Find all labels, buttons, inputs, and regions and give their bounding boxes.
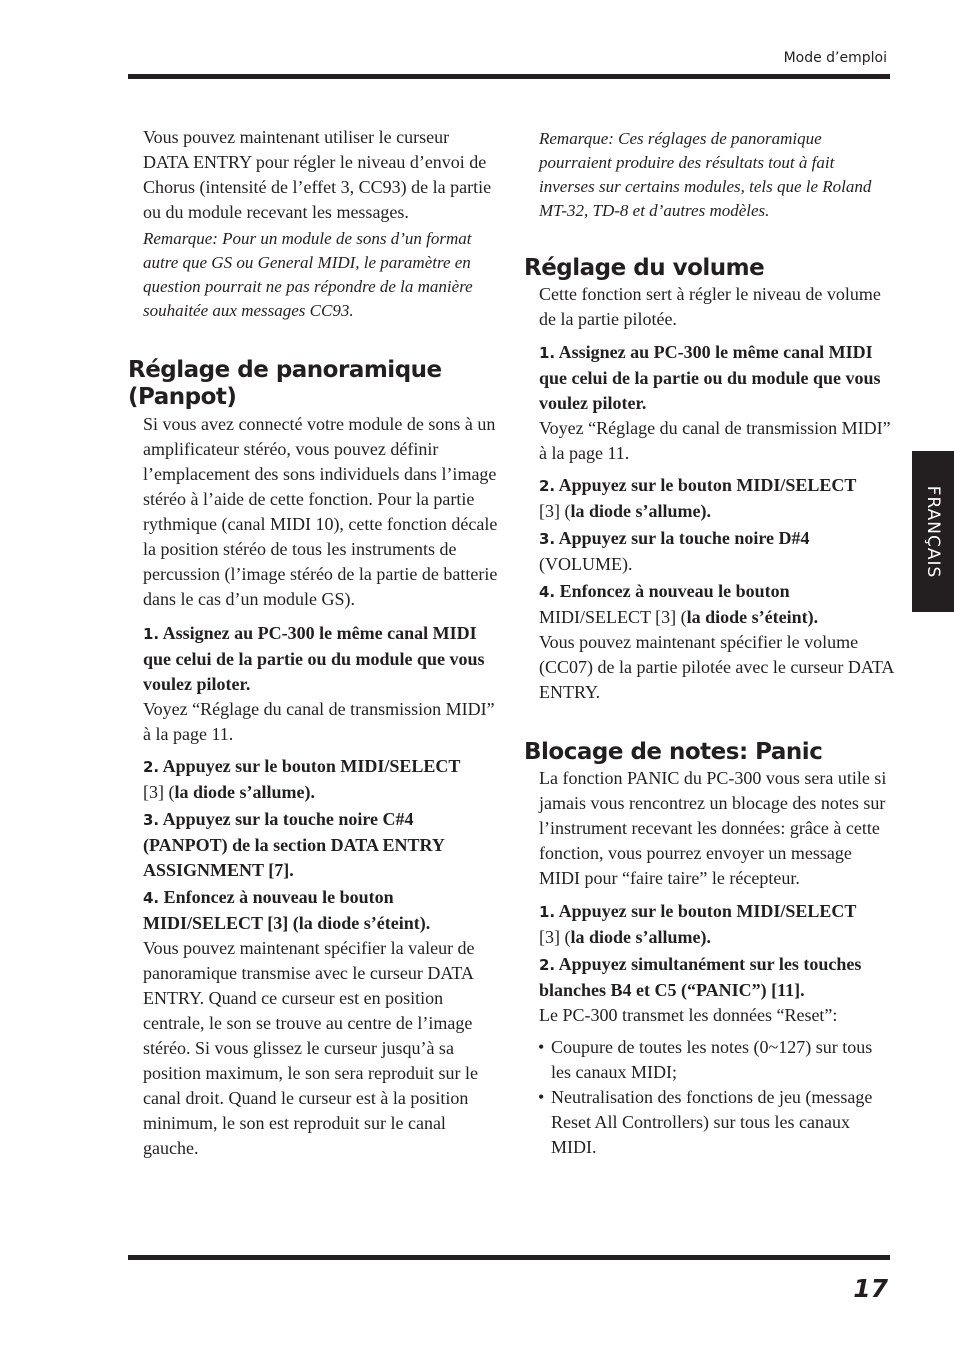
step-text: Appuyez sur le bouton MIDI/SELECT bbox=[558, 475, 857, 495]
step-text: Appuyez sur le bouton MIDI/SELECT bbox=[558, 901, 857, 921]
step-text-cont: MIDI/SELECT [3] ( bbox=[539, 607, 687, 627]
running-header: Mode d’emploi bbox=[783, 50, 887, 66]
step-note: Vous pouvez maintenant spécifier la valeur de panoramique transmise avec le curseur DATA ENTRY. Quand ce curseur est en position centrale, le son se trouve au centre de l’image stéréo. Si vous glissez le curseur jusqu’à sa position maximum, le son sera reproduit sur le canal droit. Quand le curseur est à la position minimum, le son est reproduit sur le canal gauche. bbox=[143, 938, 478, 1158]
panpot-step-3 bbox=[128, 807, 498, 883]
step-text-end: ). bbox=[807, 607, 819, 627]
step-text-end: ). bbox=[700, 927, 711, 947]
step-text: Assignez au PC-300 le même canal MIDI que celui de la partie ou du module que vous voulez piloter. bbox=[539, 342, 881, 413]
panic-step-1 bbox=[524, 899, 894, 950]
step-note: Voyez “Réglage du canal de transmission MIDI” à la page 11. bbox=[539, 418, 891, 463]
step-text-cont: [3] ( bbox=[539, 927, 571, 947]
step-text: Appuyez sur la touche noire D#4 bbox=[558, 528, 810, 548]
step-text: Enfoncez à nouveau le bouton bbox=[559, 581, 790, 601]
chorus-note: Remarque: Pour un module de sons d’un format autre que GS ou General MIDI, le paramètre en question pourrait ne pas répondre de la manière souhaitée aux messages CC93. bbox=[143, 229, 473, 320]
panpot-note: Remarque: Ces réglages de panoramique pourraient produire des résultats tout à fait inverses sur certains modules, tels que le Roland MT-32, TD-8 et d’autres modèles. bbox=[539, 129, 872, 220]
step-text-bold: la diode s’allume bbox=[570, 927, 701, 947]
step-text-cont: [3] ( bbox=[539, 501, 571, 521]
step-text-end: ). bbox=[419, 913, 431, 933]
top-rule bbox=[128, 74, 890, 79]
volume-heading: Réglage du volume bbox=[524, 255, 765, 281]
panic-heading: Blocage de notes: Panic bbox=[524, 739, 823, 765]
right-column bbox=[524, 125, 894, 1160]
step-number: 4. bbox=[143, 889, 160, 907]
step-text: Appuyez sur la touche noire C#4 (PANPOT) de la section DATA ENTRY ASSIGNMENT [7]. bbox=[143, 809, 445, 880]
volume-intro: Cette fonction sert à régler le niveau de volume de la partie pilotée. bbox=[539, 284, 881, 329]
step-text: Appuyez simultanément sur les touches blanches B4 et C5 (“PANIC”) [11]. bbox=[539, 954, 862, 1000]
panic-intro: La fonction PANIC du PC-300 vous sera utile si jamais vous rencontrez un blocage des notes sur l’instrument recevant les données: grâce à cette fonction, vous pourrez envoyer un message MIDI pour “faire taire” le récepteur. bbox=[539, 768, 887, 888]
step-text-cont: [3] ( bbox=[143, 782, 175, 802]
step-text-bold: la diode s’éteint bbox=[298, 913, 420, 933]
step-number: 1. bbox=[539, 344, 556, 362]
language-tab-label: FRANÇAIS bbox=[923, 485, 943, 578]
step-text-bold: la diode s’allume bbox=[174, 782, 305, 802]
step-number: 1. bbox=[539, 903, 556, 921]
reset-list bbox=[524, 1035, 894, 1160]
step-number: 2. bbox=[539, 477, 556, 495]
step-number: 3. bbox=[143, 811, 160, 829]
list-item: • Coupure de toutes les notes (0~127) sur tous les canaux MIDI; bbox=[524, 1035, 894, 1085]
step-text-cont: MIDI/SELECT [3] ( bbox=[143, 913, 299, 933]
step-number: 2. bbox=[539, 956, 556, 974]
panpot-step-1 bbox=[128, 621, 498, 747]
panic-step-2 bbox=[524, 952, 894, 1028]
language-tab bbox=[912, 451, 954, 612]
step-note: Voyez “Réglage du canal de transmission MIDI” à la page 11. bbox=[143, 699, 495, 744]
panpot-step-2 bbox=[128, 754, 498, 805]
volume-step-2 bbox=[524, 473, 894, 524]
list-item: • Neutralisation des fonctions de jeu (message Reset All Controllers) sur tous les canaux MIDI. bbox=[524, 1085, 894, 1160]
step-text: Assignez au PC-300 le même canal MIDI que celui de la partie ou du module que vous voulez piloter. bbox=[143, 623, 485, 694]
step-text-bold: la diode s’allume bbox=[570, 501, 701, 521]
panpot-heading: Réglage de panoramique (Panpot) bbox=[128, 357, 442, 410]
step-note: Vous pouvez maintenant spécifier le volume (CC07) de la partie pilotée avec le curseur DATA ENTRY. bbox=[539, 632, 894, 702]
volume-step-3 bbox=[524, 526, 894, 577]
step-text-end: ). bbox=[700, 501, 711, 521]
step-number: 1. bbox=[143, 625, 160, 643]
bottom-rule bbox=[128, 1255, 890, 1260]
panpot-intro: Si vous avez connecté votre module de sons à un amplificateur stéréo, vous pouvez définir l’emplacement des sons individuels dans l’image stéréo à l’aide de cette fonction. Pour la partie rythmique (canal MIDI 10), cette fonction décale la position stéréo de tous les instruments de percussion (l’image stéréo de la partie de batterie dans le cas d’un module GS). bbox=[143, 414, 498, 609]
panpot-step-4 bbox=[128, 885, 498, 1161]
step-number: 4. bbox=[539, 583, 556, 601]
page-number: 17 bbox=[853, 1274, 888, 1303]
step-text-cont: (VOLUME). bbox=[539, 554, 633, 574]
volume-step-4 bbox=[524, 579, 894, 705]
step-text-bold: la diode s’éteint bbox=[686, 607, 808, 627]
left-column bbox=[128, 125, 498, 1161]
step-text: Enfoncez à nouveau le bouton bbox=[163, 887, 394, 907]
step-number: 3. bbox=[539, 530, 556, 548]
chorus-intro: Vous pouvez maintenant utiliser le curseur DATA ENTRY pour régler le niveau d’envoi de Chorus (intensité de l’effet 3, CC93) de la partie ou du module recevant les messages. bbox=[143, 127, 492, 222]
volume-step-1 bbox=[524, 340, 894, 466]
step-number: 2. bbox=[143, 758, 160, 776]
step-text: Appuyez sur le bouton MIDI/SELECT bbox=[162, 756, 461, 776]
step-text-end: ). bbox=[304, 782, 315, 802]
step-note: Le PC-300 transmet les données “Reset”: bbox=[539, 1005, 838, 1025]
